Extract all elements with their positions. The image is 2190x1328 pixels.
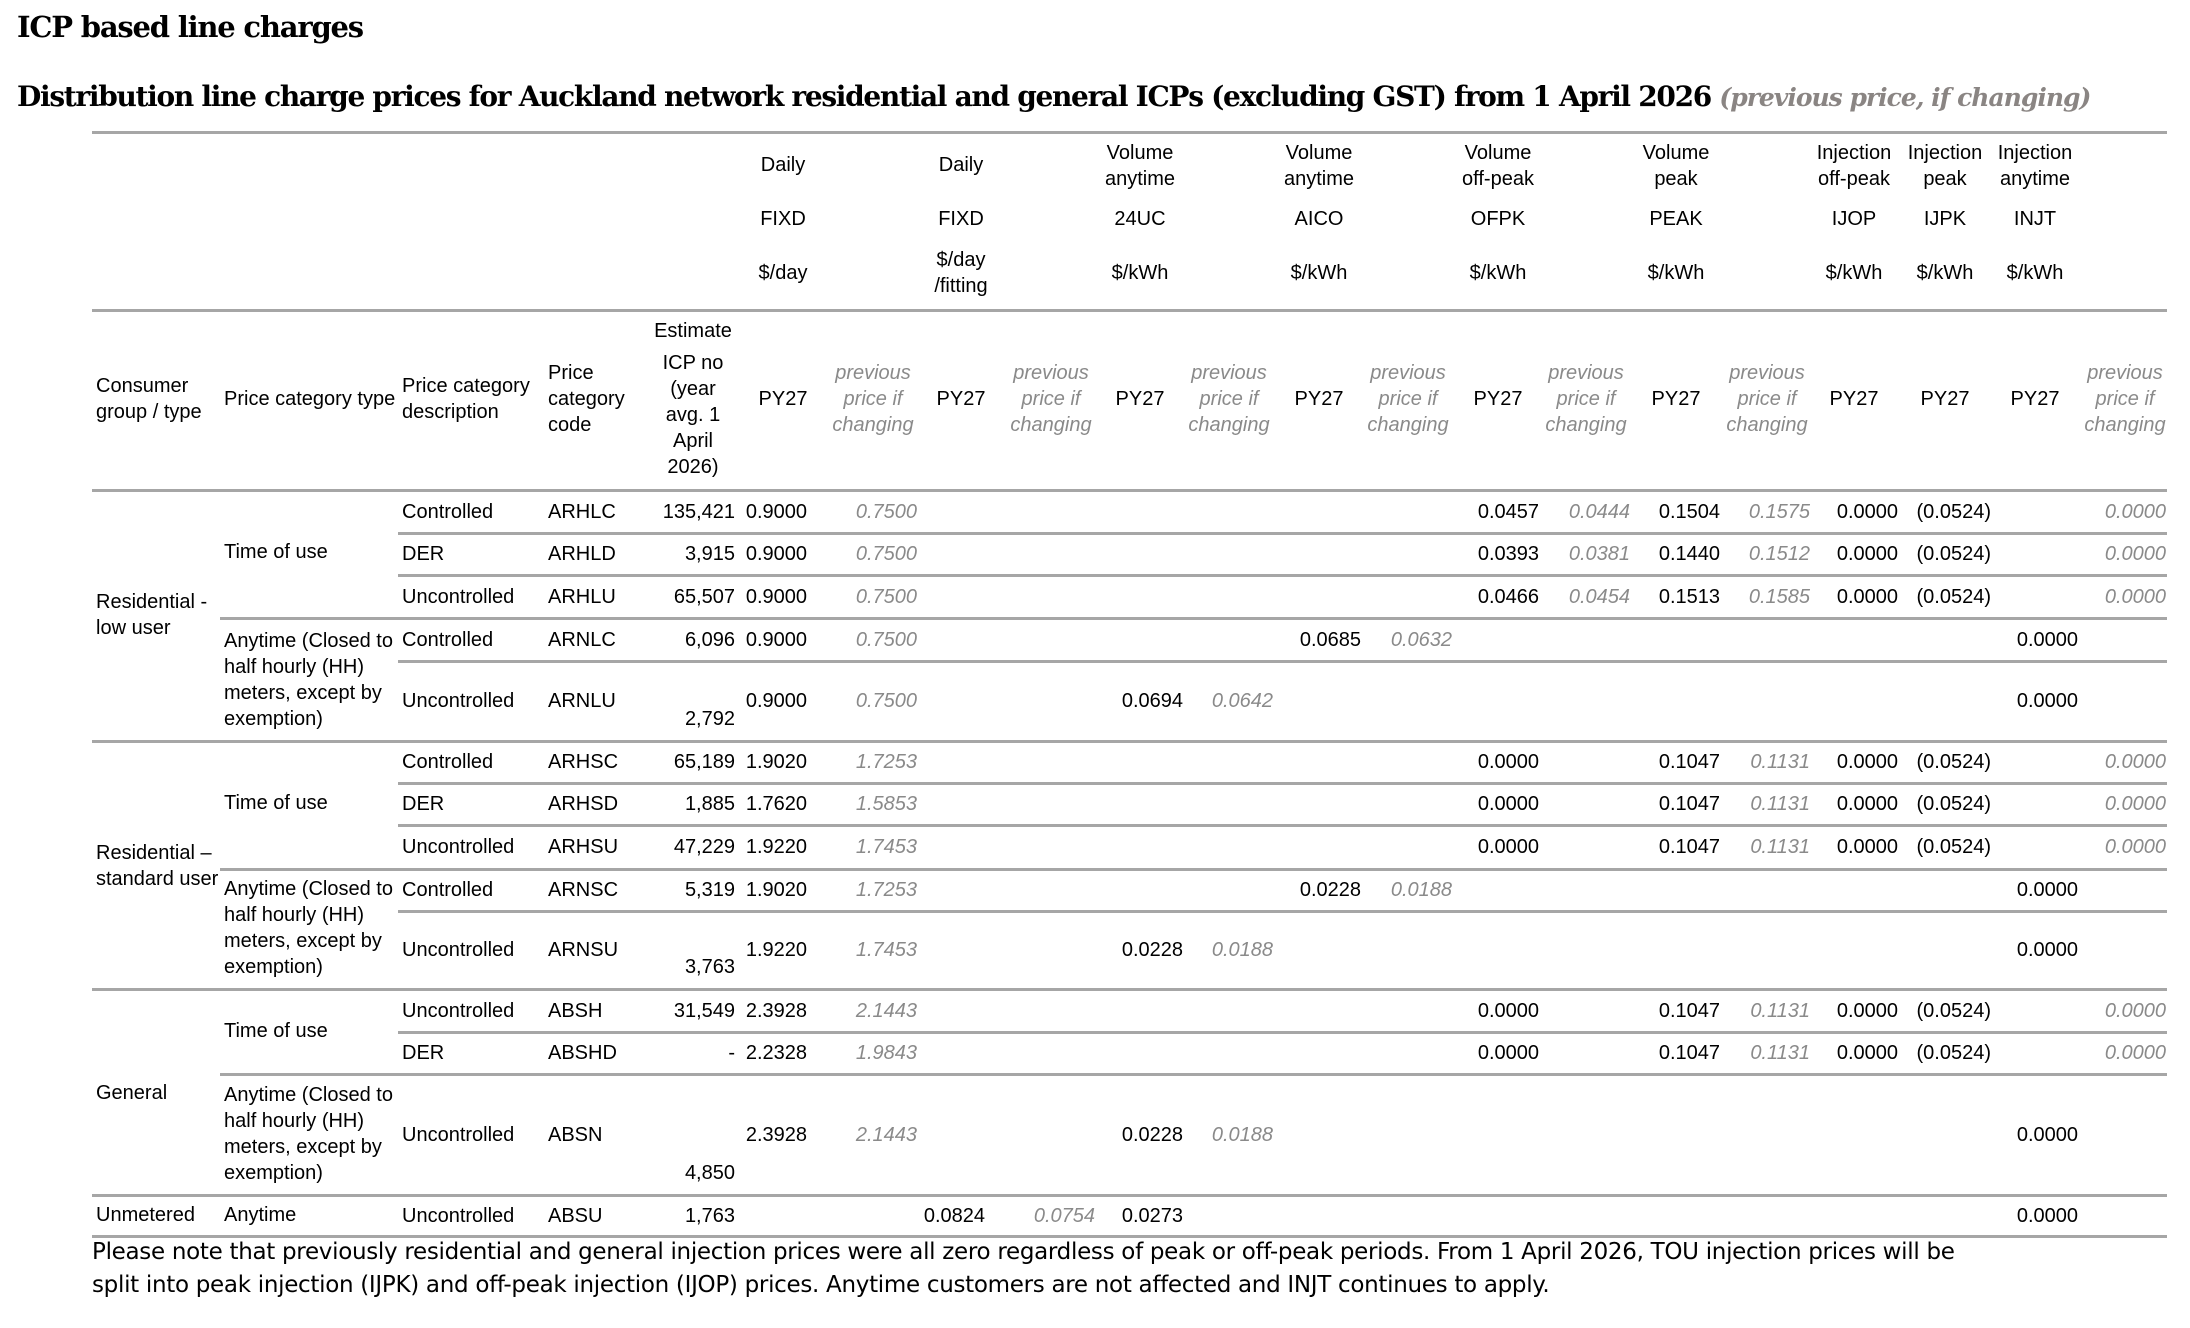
- price-category-code: ARHSC: [548, 751, 619, 773]
- price-value: 2.2328: [745, 1042, 807, 1064]
- price-category-type: exemption): [224, 1162, 323, 1184]
- price-category-code: ARHLD: [548, 543, 616, 565]
- previous-price-value: 0.1131: [1750, 1042, 1810, 1064]
- column-header-estimate-icp: (year: [670, 378, 716, 400]
- row-rule: [92, 1194, 2167, 1197]
- column-header-py27: PY27: [936, 388, 986, 410]
- column-header-previous-price: price if: [1556, 388, 1616, 410]
- previous-price-value: 1.5853: [855, 793, 917, 815]
- column-group-label: anytime: [1104, 168, 1176, 190]
- estimate-icp-number: 65,189: [673, 751, 735, 773]
- column-group-label: anytime: [1999, 168, 2071, 190]
- price-value: 0.0000: [1836, 586, 1898, 608]
- column-unit: $/kWh: [2006, 262, 2064, 284]
- previous-price-value: 0.0000: [2104, 793, 2166, 815]
- price-value: 0.0000: [1477, 1042, 1539, 1064]
- column-header-previous-price: previous: [1370, 362, 1446, 384]
- footnote-line: Please note that previously residential and general injection prices were all zero regardless of peak or off-peak periods. From 1 April 2026, TOU injection prices will be: [92, 1239, 1955, 1265]
- column-header-price-category-code: code: [548, 414, 592, 436]
- previous-price-value: 0.7500: [855, 690, 917, 712]
- price-category-code: ARHLU: [548, 586, 616, 608]
- price-category-description: Controlled: [402, 879, 494, 901]
- table-top-rule: [92, 131, 2167, 134]
- price-value: 2.3928: [745, 1000, 807, 1022]
- price-value: 1.9220: [745, 836, 807, 858]
- column-group-label: off-peak: [1818, 168, 1890, 190]
- previous-price-value: 2.1443: [855, 1000, 917, 1022]
- column-header-price-category-code: category: [548, 388, 625, 410]
- column-header-consumer-group: Consumer: [96, 375, 189, 397]
- previous-price-value: 0.0000: [2104, 1000, 2166, 1022]
- column-group-label: Injection: [1816, 142, 1892, 164]
- column-header-previous-price: price if: [843, 388, 903, 410]
- price-value: 0.9000: [745, 586, 807, 608]
- previous-price-value: 0.1131: [1750, 751, 1810, 773]
- price-value: 0.9000: [745, 629, 807, 651]
- row-rule: [398, 910, 2167, 913]
- estimate-icp-number: 65,507: [673, 586, 735, 608]
- price-value: 0.0000: [1836, 543, 1898, 565]
- price-category-description: Uncontrolled: [402, 939, 515, 961]
- price-category-type: Anytime: [224, 1204, 297, 1226]
- previous-price-value: 2.1443: [855, 1124, 917, 1146]
- column-code: OFPK: [1470, 208, 1526, 230]
- row-rule: [220, 617, 2167, 620]
- column-code: 24UC: [1114, 208, 1166, 230]
- column-unit: $/kWh: [1647, 262, 1705, 284]
- row-rule: [398, 660, 2167, 663]
- column-code: PEAK: [1649, 208, 1703, 230]
- column-unit: $/kWh: [1825, 262, 1883, 284]
- previous-price-value: 1.7453: [855, 836, 917, 858]
- column-unit: $/kWh: [1916, 262, 1974, 284]
- price-category-description: Controlled: [402, 751, 494, 773]
- column-group-label: Volume: [1464, 142, 1532, 164]
- price-value: (0.0524): [1916, 586, 1991, 608]
- column-header-estimate-icp: ICP no: [662, 352, 724, 374]
- column-header-previous-price: price if: [2095, 388, 2155, 410]
- column-header-previous-price: price if: [1199, 388, 1259, 410]
- row-rule: [398, 1031, 2167, 1034]
- price-category-type: Anytime (Closed to: [224, 630, 393, 652]
- price-value: 0.0000: [1836, 836, 1898, 858]
- price-category-code: ARNLU: [548, 690, 616, 712]
- column-unit: /fitting: [934, 275, 988, 297]
- price-category-code: ARHSD: [548, 793, 619, 815]
- estimate-icp-number: -: [728, 1042, 735, 1064]
- column-unit: $/kWh: [1469, 262, 1527, 284]
- price-value: 0.0000: [1836, 1000, 1898, 1022]
- previous-price-value: 0.1131: [1750, 836, 1810, 858]
- price-category-type: half hourly (HH): [224, 656, 365, 678]
- estimate-icp-number: 5,319: [684, 879, 735, 901]
- price-value: 0.0393: [1477, 543, 1539, 565]
- price-value: (0.0524): [1916, 793, 1991, 815]
- column-code: INJT: [2013, 208, 2057, 230]
- price-value: 0.1047: [1658, 1042, 1720, 1064]
- price-value: (0.0524): [1916, 1042, 1991, 1064]
- price-value: 0.0685: [1299, 629, 1361, 651]
- previous-price-value: 0.0000: [2104, 836, 2166, 858]
- row-rule: [92, 740, 2167, 743]
- price-value: 0.1047: [1658, 1000, 1720, 1022]
- column-header-estimate-icp: Estimate: [654, 320, 732, 342]
- column-header-py27: PY27: [1651, 388, 1701, 410]
- column-header-estimate-icp: April: [672, 430, 714, 452]
- footnote: [92, 1236, 2172, 1302]
- price-value: (0.0524): [1916, 543, 1991, 565]
- price-category-description: DER: [402, 543, 445, 565]
- price-category-code: ABSU: [548, 1205, 603, 1227]
- price-value: 0.0000: [1477, 1000, 1539, 1022]
- price-category-type: half hourly (HH): [224, 1110, 365, 1132]
- previous-price-value: 0.1585: [1748, 586, 1810, 608]
- row-rule: [220, 1073, 2167, 1076]
- price-value: 0.0000: [1836, 501, 1898, 523]
- column-header-previous-price: price if: [1021, 388, 1081, 410]
- column-group-label: peak: [1654, 168, 1698, 190]
- previous-price-value: 0.0000: [2104, 1042, 2166, 1064]
- estimate-icp-number: 1,763: [684, 1205, 735, 1227]
- previous-price-value: 0.7500: [855, 543, 917, 565]
- column-header-py27: PY27: [1920, 388, 1970, 410]
- column-header-price-category-code: Price: [548, 362, 594, 384]
- column-header-py27: PY27: [1829, 388, 1879, 410]
- price-category-description: DER: [402, 793, 445, 815]
- previous-price-value: 0.0000: [2104, 543, 2166, 565]
- price-value: 0.1047: [1658, 751, 1720, 773]
- table-title-note: (previous price, if changing): [1719, 83, 2091, 112]
- column-header-price-category-description: description: [402, 401, 499, 423]
- column-unit: $/kWh: [1290, 262, 1348, 284]
- price-value: (0.0524): [1916, 836, 1991, 858]
- column-header-previous-price: previous: [1191, 362, 1267, 384]
- column-group-label: Volume: [1642, 142, 1710, 164]
- column-unit: $/kWh: [1111, 262, 1169, 284]
- estimate-icp-number: 1,885: [684, 793, 735, 815]
- consumer-group-label: Residential –: [96, 842, 212, 864]
- estimate-icp-number: 47,229: [673, 836, 735, 858]
- price-category-description: Controlled: [402, 501, 494, 523]
- column-header-previous-price: price if: [1378, 388, 1438, 410]
- previous-price-value: 0.0000: [2104, 586, 2166, 608]
- price-category-type: Anytime (Closed to: [224, 878, 393, 900]
- previous-price-value: 0.7500: [855, 501, 917, 523]
- column-header-py27: PY27: [1294, 388, 1344, 410]
- price-category-code: ARHSU: [548, 836, 619, 858]
- estimate-icp-number: 2,792: [684, 708, 735, 730]
- table-title-main: Distribution line charge prices for Auckland network residential and general ICPs (excluding GST) from 1 April 2026: [17, 80, 1711, 113]
- column-group-label: Volume: [1285, 142, 1353, 164]
- previous-price-value: 0.1131: [1750, 793, 1810, 815]
- column-header-previous-price: previous: [1548, 362, 1624, 384]
- column-group-label: Daily: [938, 154, 984, 176]
- column-group-label: off-peak: [1462, 168, 1534, 190]
- price-value: 0.0000: [2016, 690, 2078, 712]
- price-value: 0.0824: [923, 1205, 985, 1227]
- estimate-icp-number: 31,549: [673, 1000, 735, 1022]
- column-code: IJPK: [1923, 208, 1967, 230]
- previous-price-value: 0.0000: [2104, 751, 2166, 773]
- column-header-previous-price: changing: [1367, 414, 1449, 436]
- page-title: ICP based line charges: [17, 10, 363, 44]
- price-value: 0.0000: [1477, 836, 1539, 858]
- price-category-code: ARNLC: [548, 629, 616, 651]
- column-header-py27: PY27: [2010, 388, 2060, 410]
- previous-price-value: 0.0188: [1390, 879, 1452, 901]
- price-value: 0.0000: [1836, 751, 1898, 773]
- previous-price-value: 0.0381: [1568, 543, 1630, 565]
- previous-price-value: 0.0454: [1568, 586, 1630, 608]
- price-category-type: meters, except by: [224, 1136, 382, 1158]
- column-header-estimate-icp: 2026): [667, 456, 719, 478]
- column-header-price-category-description: Price category: [402, 375, 530, 397]
- previous-price-value: 0.1575: [1748, 501, 1810, 523]
- column-header-previous-price: changing: [1188, 414, 1270, 436]
- previous-price-value: 0.0188: [1211, 939, 1273, 961]
- column-header-py27: PY27: [1115, 388, 1165, 410]
- column-group-label: anytime: [1283, 168, 1355, 190]
- price-category-description: Uncontrolled: [402, 1124, 515, 1146]
- price-value: 2.3928: [745, 1124, 807, 1146]
- price-category-description: Uncontrolled: [402, 586, 515, 608]
- previous-price-value: 0.0632: [1390, 629, 1452, 651]
- price-value: 0.0228: [1121, 939, 1183, 961]
- price-category-code: ARHLC: [548, 501, 616, 523]
- price-category-type: Time of use: [224, 792, 328, 814]
- row-rule: [398, 824, 2167, 827]
- price-category-description: Uncontrolled: [402, 1000, 515, 1022]
- price-value: 1.9220: [745, 939, 807, 961]
- column-header-previous-price: previous: [835, 362, 911, 384]
- column-header-previous-price: price if: [1737, 388, 1797, 410]
- column-header-py27: PY27: [1473, 388, 1523, 410]
- price-value: 0.0228: [1299, 879, 1361, 901]
- price-value: 0.0000: [1477, 793, 1539, 815]
- price-category-type: Anytime (Closed to: [224, 1084, 393, 1106]
- price-value: 0.0000: [2016, 879, 2078, 901]
- estimate-icp-number: 6,096: [684, 629, 735, 651]
- column-group-label: Injection: [1997, 142, 2073, 164]
- price-category-code: ARNSC: [548, 879, 619, 901]
- column-code: IJOP: [1831, 208, 1877, 230]
- price-value: 0.0000: [2016, 939, 2078, 961]
- column-header-previous-price: previous: [1013, 362, 1089, 384]
- row-rule: [220, 868, 2167, 871]
- price-category-type: Time of use: [224, 1020, 328, 1042]
- price-value: 0.1047: [1658, 793, 1720, 815]
- price-category-description: Uncontrolled: [402, 836, 515, 858]
- price-category-type: exemption): [224, 956, 323, 978]
- price-value: 0.0273: [1121, 1205, 1183, 1227]
- estimate-icp-number: 4,850: [684, 1162, 735, 1184]
- estimate-icp-number: 3,763: [684, 956, 735, 978]
- price-value: 0.0000: [2016, 1124, 2078, 1146]
- previous-price-value: 0.0000: [2104, 501, 2166, 523]
- column-code: AICO: [1294, 208, 1344, 230]
- price-value: 0.9000: [745, 543, 807, 565]
- price-value: 0.0000: [2016, 1205, 2078, 1227]
- estimate-icp-number: 3,915: [684, 543, 735, 565]
- previous-price-value: 0.1512: [1748, 543, 1810, 565]
- consumer-group-label: low user: [96, 617, 171, 639]
- price-category-code: ARNSU: [548, 939, 619, 961]
- column-header-previous-price: changing: [832, 414, 914, 436]
- price-value: (0.0524): [1916, 1000, 1991, 1022]
- previous-price-value: 1.9843: [855, 1042, 917, 1064]
- column-group-label: Volume: [1106, 142, 1174, 164]
- estimate-icp-number: 135,421: [662, 501, 735, 523]
- price-value: 0.0457: [1477, 501, 1539, 523]
- column-unit: $/day: [936, 249, 986, 271]
- price-value: 0.0000: [1836, 793, 1898, 815]
- price-category-type: half hourly (HH): [224, 904, 365, 926]
- previous-price-value: 0.7500: [855, 586, 917, 608]
- previous-price-value: 1.7253: [855, 879, 917, 901]
- consumer-group-label: standard user: [96, 868, 219, 890]
- consumer-group-label: Unmetered: [96, 1204, 195, 1226]
- column-header-previous-price: changing: [1726, 414, 1808, 436]
- previous-price-value: 0.7500: [855, 629, 917, 651]
- price-value: 0.0000: [2016, 629, 2078, 651]
- price-value: 1.9020: [745, 751, 807, 773]
- column-code: FIXD: [760, 208, 806, 230]
- previous-price-value: 0.0444: [1568, 501, 1630, 523]
- price-category-description: Uncontrolled: [402, 690, 515, 712]
- column-group-label: peak: [1923, 168, 1967, 190]
- price-value: 1.9020: [745, 879, 807, 901]
- column-header-py27: PY27: [758, 388, 808, 410]
- price-value: 0.1513: [1658, 586, 1720, 608]
- price-value: 0.0000: [1836, 1042, 1898, 1064]
- column-header-previous-price: changing: [1010, 414, 1092, 436]
- row-rule: [398, 782, 2167, 785]
- column-group-label: Daily: [760, 154, 806, 176]
- price-value: 0.0694: [1121, 690, 1183, 712]
- previous-price-value: 0.1131: [1750, 1000, 1810, 1022]
- column-header-previous-price: previous: [1729, 362, 1805, 384]
- price-value: 1.7620: [745, 793, 807, 815]
- price-category-description: Controlled: [402, 629, 494, 651]
- consumer-group-label: General: [96, 1082, 168, 1104]
- column-header-previous-price: changing: [1545, 414, 1627, 436]
- column-header-previous-price: changing: [2084, 414, 2166, 436]
- price-value: 0.1440: [1658, 543, 1720, 565]
- price-category-description: Uncontrolled: [402, 1205, 515, 1227]
- price-value: 0.9000: [745, 501, 807, 523]
- previous-price-value: 1.7453: [855, 939, 917, 961]
- consumer-group-label: Residential -: [96, 591, 208, 613]
- price-value: 0.9000: [745, 690, 807, 712]
- column-group-label: Injection: [1907, 142, 1983, 164]
- price-value: (0.0524): [1916, 751, 1991, 773]
- price-category-description: DER: [402, 1042, 445, 1064]
- footnote-line: split into peak injection (IJPK) and off-peak injection (IJOP) prices. Anytime customers are not affected and INJT continues to apply.: [92, 1272, 1550, 1298]
- price-value: 0.1504: [1658, 501, 1720, 523]
- header-bottom-rule: [92, 489, 2167, 492]
- price-category-code: ABSH: [548, 1000, 603, 1022]
- column-header-price-category-type: Price category type: [224, 388, 396, 410]
- table-title: [17, 80, 2090, 113]
- price-category-code: ABSN: [548, 1124, 603, 1146]
- previous-price-value: 1.7253: [855, 751, 917, 773]
- column-header-estimate-icp: avg. 1: [665, 404, 721, 426]
- previous-price-value: 0.0188: [1211, 1124, 1273, 1146]
- column-header-consumer-group: group / type: [96, 401, 202, 423]
- price-value: 0.1047: [1658, 836, 1720, 858]
- price-category-code: ABSHD: [548, 1042, 617, 1064]
- column-code: FIXD: [938, 208, 984, 230]
- price-value: 0.0228: [1121, 1124, 1183, 1146]
- price-value: 0.0466: [1477, 586, 1539, 608]
- price-category-type: Time of use: [224, 541, 328, 563]
- previous-price-value: 0.0754: [1033, 1205, 1095, 1227]
- price-value: 0.0000: [1477, 751, 1539, 773]
- row-rule: [398, 532, 2167, 535]
- price-value: (0.0524): [1916, 501, 1991, 523]
- row-rule: [92, 988, 2167, 991]
- row-rule: [398, 574, 2167, 577]
- price-category-type: meters, except by: [224, 930, 382, 952]
- price-category-type: exemption): [224, 708, 323, 730]
- previous-price-value: 0.0642: [1211, 690, 1273, 712]
- price-category-type: meters, except by: [224, 682, 382, 704]
- header-rule: [92, 309, 2167, 312]
- column-unit: $/day: [758, 262, 808, 284]
- column-header-previous-price: previous: [2087, 362, 2163, 384]
